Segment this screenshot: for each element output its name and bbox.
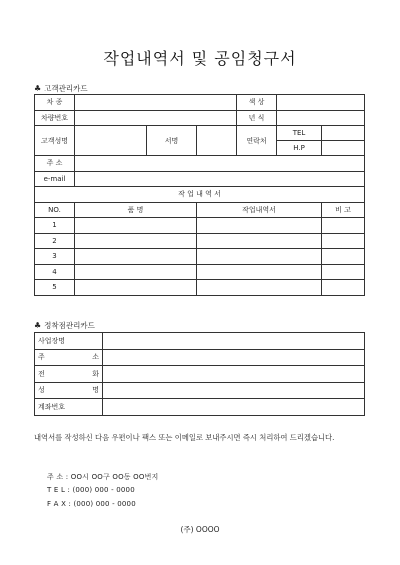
shop-address-field[interactable] (103, 349, 365, 366)
account-number-field[interactable] (103, 399, 365, 416)
work-field[interactable] (197, 280, 322, 296)
shop-phone-label: 전 화 (35, 366, 103, 383)
shop-address-label: 주 소 (35, 349, 103, 366)
address-label: 주 소 (35, 156, 75, 172)
work-field[interactable] (197, 264, 322, 280)
note-field[interactable] (322, 218, 365, 234)
club-icon: ♣ (34, 84, 42, 93)
table-row (35, 382, 365, 399)
table-row (35, 399, 365, 416)
car-type-label: 차 종 (35, 95, 75, 111)
work-field[interactable] (197, 249, 322, 265)
email-label: e-mail (35, 171, 75, 187)
work-header: 작 업 내 역 서 (35, 187, 365, 203)
row-number: 3 (35, 249, 75, 265)
shop-phone-field[interactable] (103, 366, 365, 383)
contact-tel: T E L : (000) 000 - 0000 (47, 486, 135, 494)
document-title: 작업내역서 및 공임청구서 (103, 49, 297, 68)
club-icon: ♣ (34, 321, 42, 330)
car-type-row (35, 95, 365, 111)
item-field[interactable] (75, 280, 197, 296)
contact-address: 주 소 : OO시 OO구 OO동 OO번지 (47, 473, 159, 481)
signature-field[interactable] (197, 126, 237, 156)
row-number: 2 (35, 233, 75, 249)
shop-owner-label: 성 명 (35, 382, 103, 399)
address-row (35, 156, 365, 172)
shop-card-section-label (34, 320, 95, 331)
table-row (35, 349, 365, 366)
table-row (35, 280, 365, 296)
item-field[interactable] (75, 249, 197, 265)
account-number-label: 계좌번호 (35, 399, 103, 416)
address-field[interactable] (75, 156, 365, 172)
row-number: 5 (35, 280, 75, 296)
notice-text: 내역서를 작성하신 다음 우편이나 팩스 또는 이메일로 보내주시면 즉시 처리하여 드리겠습니다. (34, 433, 335, 442)
item-field[interactable] (75, 264, 197, 280)
email-row (35, 171, 365, 187)
color-label: 색 상 (237, 95, 277, 111)
plate-label: 차량번호 (35, 110, 75, 126)
work-field[interactable] (197, 218, 322, 234)
customer-name-field[interactable] (75, 126, 147, 156)
col-work-header: 작업내역서 (197, 202, 322, 218)
contact-fax: F A X : (000) 000 - 0000 (47, 500, 136, 508)
color-field[interactable] (277, 95, 365, 111)
contact-label: 연락처 (237, 126, 277, 156)
business-name-label: 사업장명 (35, 333, 103, 350)
customer-name-label: 고객성명 (35, 126, 75, 156)
shop-card-table (34, 332, 365, 416)
customer-card-label-text: 고객관리카드 (44, 84, 88, 93)
col-note-header: 비 고 (322, 202, 365, 218)
car-type-field[interactable] (75, 95, 237, 111)
table-row (35, 233, 365, 249)
item-field[interactable] (75, 218, 197, 234)
work-field[interactable] (197, 233, 322, 249)
tel-label: TEL (277, 126, 322, 141)
table-row (35, 366, 365, 383)
note-field[interactable] (322, 249, 365, 265)
plate-field[interactable] (75, 110, 237, 126)
note-field[interactable] (322, 280, 365, 296)
table-row (35, 218, 365, 234)
table-row (35, 249, 365, 265)
hp-field[interactable] (322, 141, 365, 156)
table-row (35, 333, 365, 350)
col-item-header: 품 명 (75, 202, 197, 218)
business-name-field[interactable] (103, 333, 365, 350)
work-header-row (35, 187, 365, 203)
row-number: 1 (35, 218, 75, 234)
signature-label: 서명 (147, 126, 197, 156)
table-row (35, 264, 365, 280)
tel-field[interactable] (322, 126, 365, 141)
row-number: 4 (35, 264, 75, 280)
item-field[interactable] (75, 233, 197, 249)
work-columns-row (35, 202, 365, 218)
hp-label: H.P (277, 141, 322, 156)
note-field[interactable] (322, 264, 365, 280)
year-label: 년 식 (237, 110, 277, 126)
customer-name-row-top (35, 126, 365, 141)
shop-owner-field[interactable] (103, 382, 365, 399)
company-name: (주) OOOO (180, 525, 220, 534)
note-field[interactable] (322, 233, 365, 249)
plate-row (35, 110, 365, 126)
col-no-header: NO. (35, 202, 75, 218)
customer-card-section-label (34, 83, 88, 94)
year-field[interactable] (277, 110, 365, 126)
customer-card-table (34, 94, 365, 296)
email-field[interactable] (75, 171, 365, 187)
shop-card-label-text: 정착점관리카드 (44, 321, 95, 330)
